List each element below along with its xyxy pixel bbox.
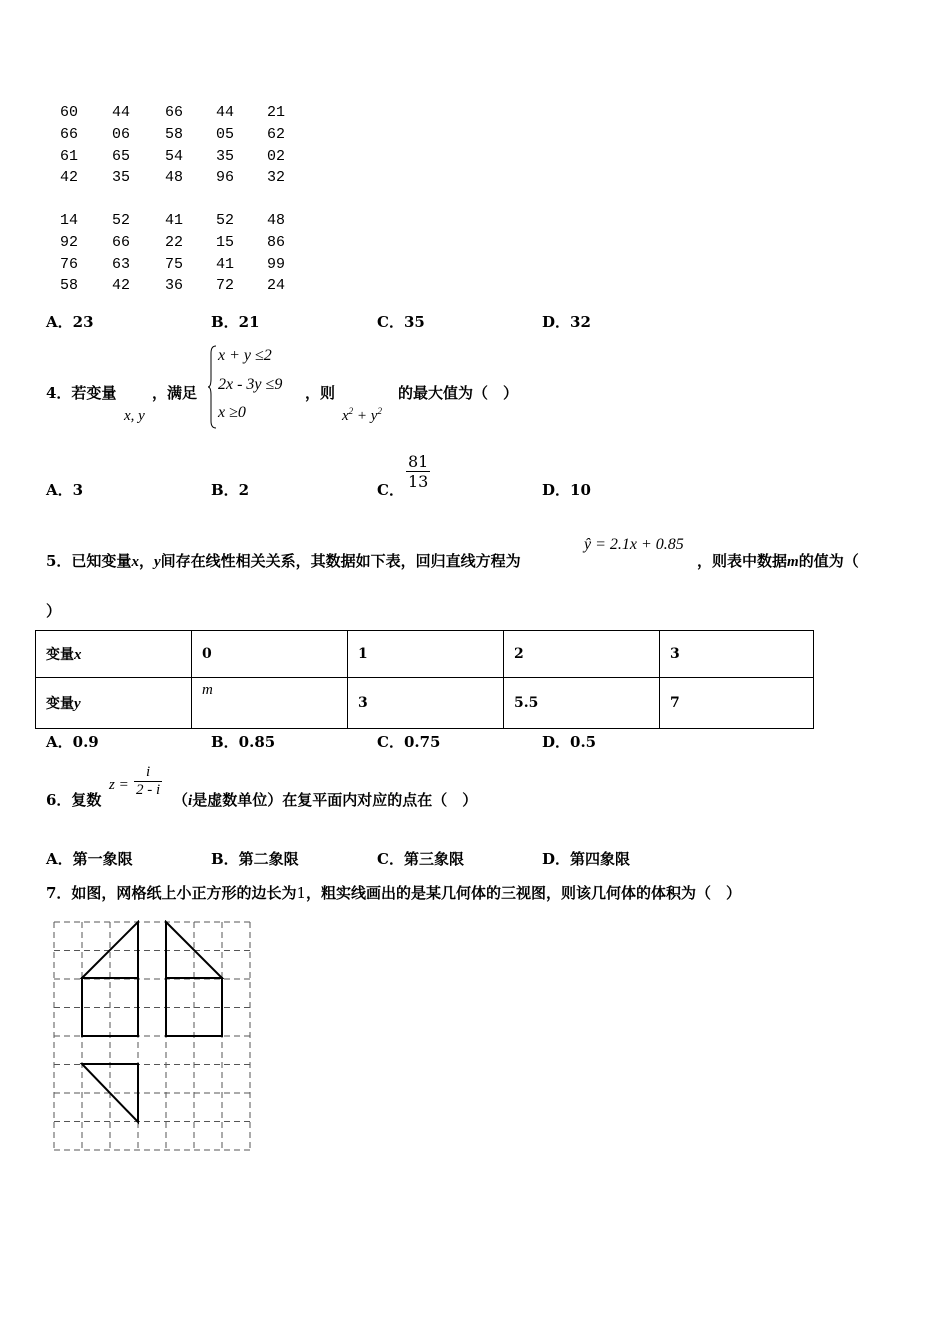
table-cell: m (192, 678, 348, 729)
random-number-cell: 92 (60, 234, 79, 251)
q5-close-paren: ） (46, 602, 62, 620)
q6-option-d: D．第四象限 (542, 850, 631, 868)
q4-target: $x^2 + y^2$ (342, 406, 382, 424)
q5-data-table (35, 630, 814, 729)
q3-option-a: A．23 (46, 313, 94, 331)
q5-option-a: A．0.9 (46, 733, 99, 751)
q4-prefix: 4．若变量 (46, 384, 117, 402)
random-number-cell: 76 (60, 256, 79, 273)
table-cell: 变量y (36, 678, 192, 729)
random-number-cell: 44 (216, 104, 235, 121)
random-number-cell: 14 (60, 212, 79, 229)
q6-option-a: A．第一象限 (46, 850, 133, 868)
q5-option-d: D．0.5 (542, 733, 597, 751)
random-number-cell: 96 (216, 169, 235, 186)
q4-option-c: C． (377, 481, 404, 499)
q6-option-b: B．第二象限 (211, 850, 299, 868)
q3-option-b: B．21 (211, 313, 260, 331)
random-number-cell: 48 (267, 212, 286, 229)
random-number-cell: 66 (60, 126, 79, 143)
random-number-cell: 41 (216, 256, 235, 273)
q6-prefix: 6．复数 (46, 791, 102, 809)
q6-option-c: C．第三象限 (377, 850, 464, 868)
random-number-cell: 72 (216, 277, 235, 294)
q5-option-b: B．0.85 (211, 733, 276, 751)
q4-option-d: D．10 (542, 481, 591, 499)
q4-constraint-3: x ≥0 (218, 404, 246, 421)
table-cell: 2 (504, 631, 660, 678)
q4-vars: x, y (124, 408, 145, 424)
q6-text: （i是虚数单位）在复平面内对应的点在（ ） (173, 791, 478, 809)
random-number-cell: 41 (165, 212, 184, 229)
random-number-cell: 35 (112, 169, 131, 186)
q6-z-eq: z = (109, 777, 129, 793)
random-number-cell: 48 (165, 169, 184, 186)
random-number-cell: 66 (165, 104, 184, 121)
random-number-cell: 75 (165, 256, 184, 273)
random-number-cell: 42 (60, 169, 79, 186)
table-cell: 变量x (36, 631, 192, 678)
q3-option-c: C．35 (377, 313, 425, 331)
q4-option-c-fraction: $\frac{81}{13}$ (408, 452, 429, 491)
random-number-cell: 32 (267, 169, 286, 186)
q4-constraint-2: 2x - 3y ≤9 (218, 376, 283, 393)
table-row (36, 631, 814, 678)
random-number-cell: 42 (112, 277, 131, 294)
q6-fraction: $\frac{i}{2 - i}$ (136, 764, 161, 798)
random-number-cell: 15 (216, 234, 235, 251)
brace-icon (208, 345, 218, 429)
q4-satisfy: ，满足 (152, 384, 198, 402)
random-number-cell: 02 (267, 148, 286, 165)
random-number-cell: 58 (60, 277, 79, 294)
random-number-cell: 06 (112, 126, 131, 143)
random-number-cell: 61 (60, 148, 79, 165)
random-number-cell: 65 (112, 148, 131, 165)
table-cell: 0 (192, 631, 348, 678)
random-number-cell: 63 (112, 256, 131, 273)
q4-suffix: 的最大值为（ ） (398, 384, 519, 402)
random-number-cell: 52 (216, 212, 235, 229)
random-number-cell: 99 (267, 256, 286, 273)
q5-regression-equation: ŷ = 2.1x + 0.85 (584, 536, 684, 553)
random-number-cell: 35 (216, 148, 235, 165)
table-cell: 5.5 (504, 678, 660, 729)
random-number-cell: 21 (267, 104, 286, 121)
random-number-cell: 58 (165, 126, 184, 143)
random-number-cell: 05 (216, 126, 235, 143)
random-number-cell: 22 (165, 234, 184, 251)
random-number-cell: 60 (60, 104, 79, 121)
table-cell: 3 (660, 631, 814, 678)
table-row (36, 678, 814, 729)
random-number-cell: 52 (112, 212, 131, 229)
random-number-cell: 44 (112, 104, 131, 121)
random-number-cell: 36 (165, 277, 184, 294)
q4-constraint-1: x + y ≤2 (218, 347, 272, 364)
table-cell: 7 (660, 678, 814, 729)
q4-then: ，则 (305, 384, 336, 402)
q5-option-c: C．0.75 (377, 733, 441, 751)
random-number-cell: 86 (267, 234, 286, 251)
q4-option-a: A．3 (46, 481, 84, 499)
q5-line: 5．已知变量x，y间存在线性相关关系，其数据如下表，回归直线方程为 (46, 552, 521, 570)
q7-text: 7．如图，网格纸上小正方形的边长为1，粗实线画出的是某几何体的三视图，则该几何体的体积为（ ） (46, 884, 742, 902)
q3-option-d: D．32 (542, 313, 591, 331)
table-cell: 3 (348, 678, 504, 729)
q4-option-b: B．2 (211, 481, 250, 499)
q5-line-end: ，则表中数据m的值为（ (697, 552, 859, 570)
three-view-figure (52, 920, 252, 1153)
table-cell: 1 (348, 631, 504, 678)
random-number-cell: 54 (165, 148, 184, 165)
random-number-cell: 66 (112, 234, 131, 251)
random-number-cell: 24 (267, 277, 286, 294)
random-number-cell: 62 (267, 126, 286, 143)
